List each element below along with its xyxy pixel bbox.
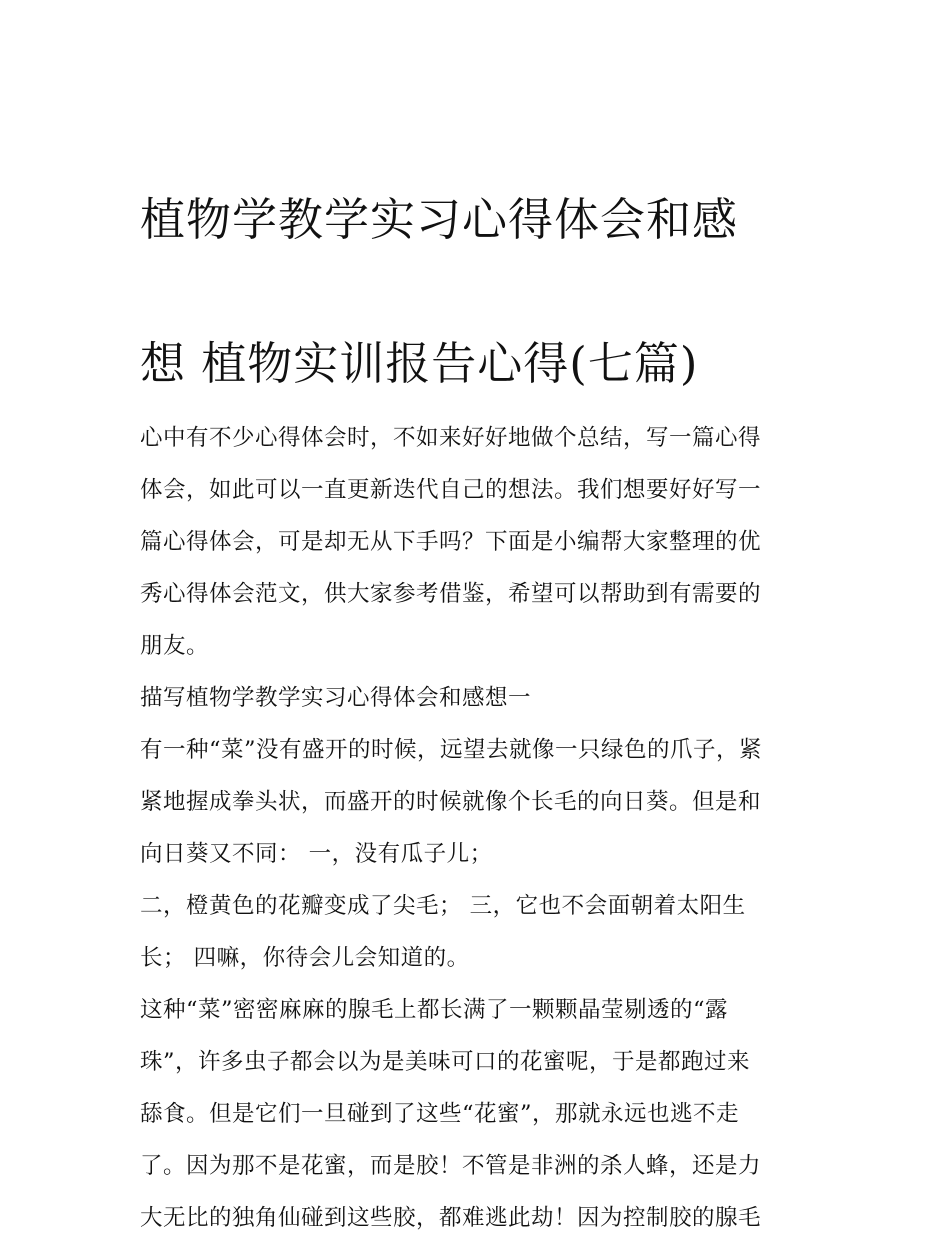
- body-line: 体会，如此可以一直更新迭代自己的想法。我们想要好好写一: [140, 477, 762, 503]
- document-title: [140, 112, 820, 400]
- body-line: 向日葵又不同： 一，没有瓜子儿；: [140, 841, 493, 867]
- body-line: 珠”，许多虫子都会以为是美味可口的花蜜呢，于是都跑过来: [140, 1049, 751, 1075]
- body-line: 有一种“菜”没有盛开的时候，远望去就像一只绿色的爪子，紧: [140, 737, 763, 763]
- body-line: 二，橙黄色的花瓣变成了尖毛； 三，它也不会面朝着太阳生: [140, 893, 746, 919]
- body-line: 紧地握成拳头状，而盛开的时候就像个长毛的向日葵。但是和: [140, 789, 762, 815]
- body-line: 大无比的独角仙碰到这些胶，都难逃此劫！因为控制胶的腺毛: [140, 1205, 762, 1231]
- body-line: 心中有不少心得体会时，不如来好好地做个总结，写一篇心得: [140, 425, 762, 451]
- body-line: 这种“菜”密密麻麻的腺毛上都长满了一颗颗晶莹剔透的“露: [140, 997, 729, 1023]
- section-heading: 描写植物学教学实习心得体会和感想一: [140, 685, 532, 711]
- body-line: 篇心得体会，可是却无从下手吗？下面是小编帮大家整理的优: [140, 529, 762, 555]
- body-line: 了。因为那不是花蜜，而是胶！不管是非洲的杀人蜂，还是力: [140, 1153, 762, 1179]
- body-line: 舔食。但是它们一旦碰到了这些“花蜜”，那就永远也逃不走: [140, 1101, 740, 1127]
- title-line-2: 想 植物实训报告心得(七篇): [140, 337, 699, 390]
- document-page: [140, 112, 820, 1244]
- title-line-1: 植物学教学实习心得体会和感: [140, 193, 739, 246]
- document-body: [140, 412, 820, 1244]
- body-line: 秀心得体会范文，供大家参考借鉴，希望可以帮助到有需要的: [140, 581, 762, 607]
- body-line: 朋友。: [140, 633, 210, 659]
- body-line: 长； 四嘛，你待会儿会知道的。: [140, 945, 470, 971]
